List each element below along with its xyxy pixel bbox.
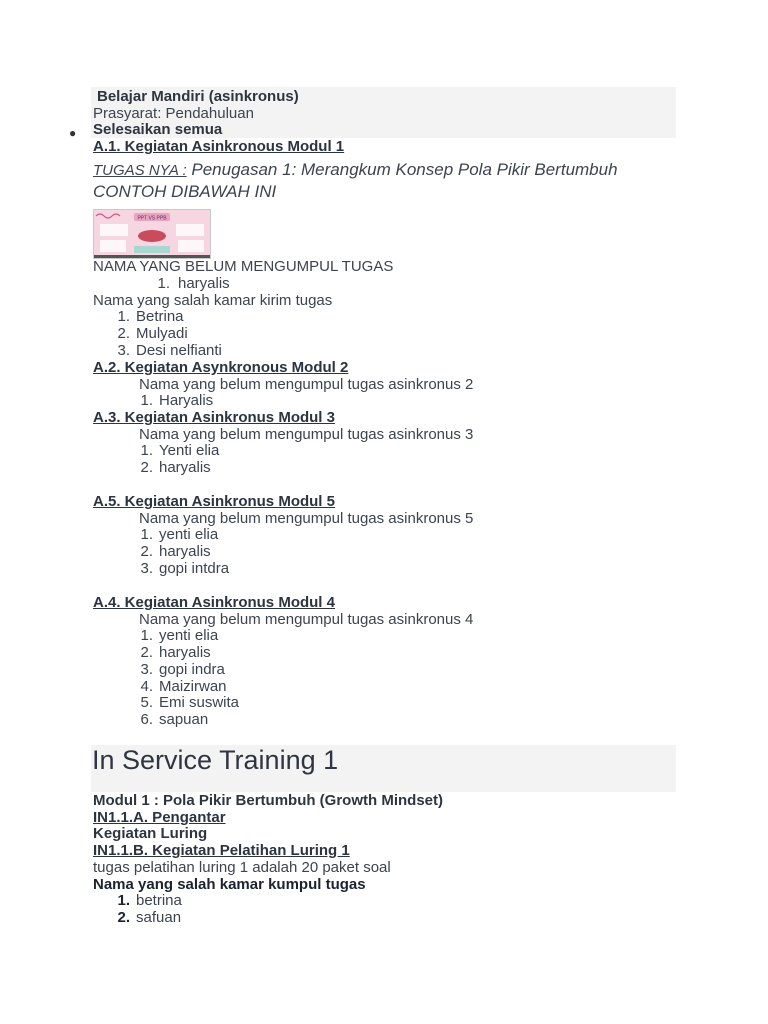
a3-label: Nama yang belum mengumpul tugas asinkronus 3	[139, 426, 474, 443]
tugas-line	[93, 160, 618, 181]
a2-link[interactable]: A.2. Kegiatan Asynkronous Modul 2	[93, 359, 349, 376]
list-item: 3. Desi nelfianti	[117, 342, 222, 359]
list-item: 1. haryalis	[157, 275, 230, 292]
pelatihan-luring-link[interactable]: IN1.1.B. Kegiatan Pelatihan Luring 1	[93, 842, 350, 859]
list-item: 6. sapuan	[140, 711, 209, 728]
list-item: 5. Emi suswita	[140, 694, 240, 711]
example-thumbnail-image[interactable]	[93, 209, 211, 259]
list-item: 1. Yenti elia	[140, 442, 220, 459]
ist-salah-label: Nama yang salah kamar kumpul tugas	[93, 876, 366, 893]
list-item: 3. gopi indra	[140, 661, 225, 678]
list-item: 2. haryalis	[140, 644, 211, 661]
a1-link[interactable]: A.1. Kegiatan Asinkronous Modul 1	[93, 138, 345, 155]
a5-label: Nama yang belum mengumpul tugas asinkronus 5	[139, 510, 474, 527]
salah-label: Nama yang salah kamar kirim tugas	[93, 292, 333, 309]
list-item: 2. haryalis	[140, 459, 211, 476]
list-item: 3. gopi intdra	[140, 560, 230, 577]
list-item: 1. yenti elia	[140, 627, 219, 644]
ist-modul: Modul 1 : Pola Pikir Bertumbuh (Growth Mindset)	[93, 792, 444, 809]
a4-link[interactable]: A.4. Kegiatan Asinkronus Modul 4	[93, 594, 335, 611]
list-item: 1. betrina	[117, 892, 182, 909]
list-item: 2. safuan	[117, 909, 182, 926]
list-item: 1. Betrina	[117, 308, 184, 325]
pengantar-link[interactable]: IN1.1.A. Pengantar	[93, 809, 226, 826]
bullet-icon: ●	[69, 126, 77, 140]
section-heading: Belajar Mandiri (asinkronus)	[97, 88, 299, 105]
tugas-text: Penugasan 1: Merangkum Konsep Pola Pikir Bertumbuh	[186, 160, 618, 179]
contoh-text: CONTOH DIBAWAH INI	[93, 182, 277, 201]
ist-title: In Service Training 1	[92, 745, 339, 775]
a2-label: Nama yang belum mengumpul tugas asinkronus 2	[139, 376, 474, 393]
list-item: 4. Maizirwan	[140, 678, 227, 695]
thumb-title: PPT VS PPB	[137, 215, 167, 222]
list-item: 2. Mulyadi	[117, 325, 188, 342]
a5-link[interactable]: A.5. Kegiatan Asinkronus Modul 5	[93, 493, 335, 510]
a3-link[interactable]: A.3. Kegiatan Asinkronus Modul 3	[93, 409, 335, 426]
belum-label: NAMA YANG BELUM MENGUMPUL TUGAS	[93, 258, 394, 275]
list-item: 1. Haryalis	[140, 392, 214, 409]
kegiatan-luring: Kegiatan Luring	[93, 825, 208, 842]
thumbnail-graphic	[94, 210, 210, 258]
bullet-text: Selesaikan semua	[93, 121, 223, 138]
a4-label: Nama yang belum mengumpul tugas asinkronus 4	[139, 611, 474, 628]
ist-desc: tugas pelatihan luring 1 adalah 20 paket soal	[93, 859, 391, 876]
prerequisite-text: Prasyarat: Pendahuluan	[93, 105, 254, 122]
list-item: 1. yenti elia	[140, 526, 219, 543]
tugas-prefix: TUGAS NYA :	[93, 162, 187, 179]
list-item: 2. haryalis	[140, 543, 211, 560]
